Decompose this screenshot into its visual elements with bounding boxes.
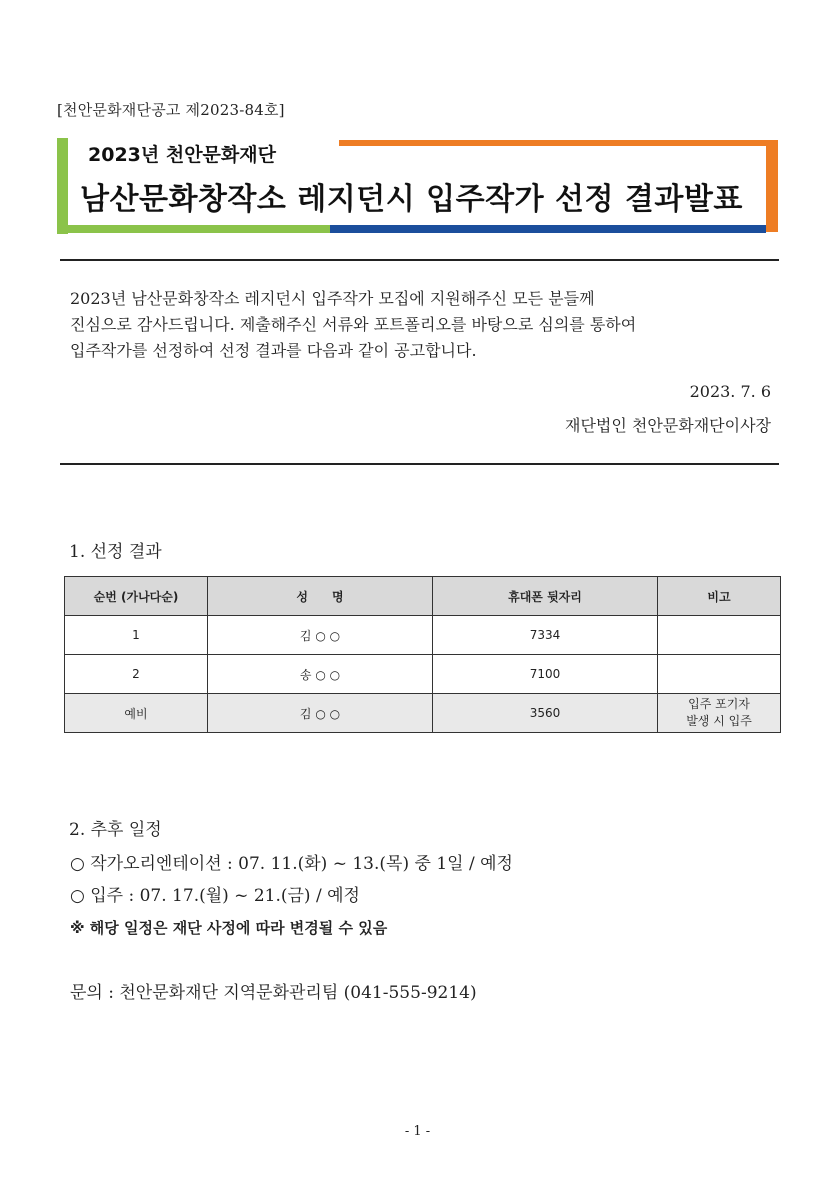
intro-line: 입주작가를 선정하여 선정 결과를 다음과 같이 공고합니다.	[70, 341, 477, 360]
table-row	[65, 655, 781, 694]
selection-result-table	[64, 576, 781, 733]
table-header-row	[65, 577, 781, 616]
section-2-heading: 2. 추후 일정	[69, 820, 162, 840]
cell-name: 송 ○ ○	[208, 655, 433, 694]
table-row	[65, 616, 781, 655]
divider-bottom	[60, 463, 779, 465]
intro-line: 진심으로 감사드립니다. 제출해주신 서류와 포트폴리오를 바탕으로 심의를 통하여	[70, 315, 637, 334]
cell-name: 김 ○ ○	[208, 694, 433, 733]
schedule-item-move-in: ○ 입주 : 07. 17.(월) ~ 21.(금) / 예정	[70, 886, 360, 906]
cell-name: 김 ○ ○	[208, 616, 433, 655]
banner-green-left-bar	[57, 138, 68, 234]
intro-paragraph	[70, 286, 770, 364]
schedule-caution: ※ 해당 일정은 재단 사정에 따라 변경될 수 있음	[70, 919, 388, 937]
notice-date: 2023. 7. 6	[689, 382, 771, 401]
cell-phone: 3560	[433, 694, 658, 733]
column-header-name: 성 명	[208, 577, 433, 616]
inquiry-contact: 문의 : 천안문화재단 지역문화관리팀 (041-555-9214)	[70, 983, 477, 1003]
cell-phone: 7100	[433, 655, 658, 694]
banner-blue-bottom-bar	[330, 225, 766, 233]
cell-note	[658, 655, 781, 694]
banner-orange-top-bar	[339, 140, 778, 146]
notice-number: [천안문화재단공고 제2023-84호]	[57, 101, 285, 119]
cell-no: 2	[65, 655, 208, 694]
cell-note	[658, 616, 781, 655]
schedule-item-orientation: ○ 작가오리엔테이션 : 07. 11.(화) ~ 13.(목) 중 1일 / 예정	[70, 854, 513, 874]
cell-no: 1	[65, 616, 208, 655]
banner-orange-right-bar	[766, 140, 778, 232]
banner-title: 남산문화창작소 레지던시 입주작가 선정 결과발표	[80, 182, 743, 217]
note-line: 입주 포기자	[688, 697, 750, 711]
banner-green-bottom-bar	[57, 225, 330, 233]
page-number: - 1 -	[404, 1124, 431, 1139]
intro-line: 2023년 남산문화창작소 레지던시 입주작가 모집에 지원해주신 모든 분들께	[70, 289, 595, 308]
column-header-phone: 휴대폰 뒷자리	[433, 577, 658, 616]
cell-phone: 7334	[433, 616, 658, 655]
column-header-note: 비고	[658, 577, 781, 616]
signer: 재단법인 천안문화재단이사장	[564, 416, 771, 435]
cell-no: 예비	[65, 694, 208, 733]
divider-top	[60, 259, 779, 261]
section-1-heading: 1. 선정 결과	[69, 542, 162, 562]
cell-note	[658, 694, 781, 733]
column-header-no: 순번 (가나다순)	[65, 577, 208, 616]
note-line: 발생 시 입주	[686, 714, 752, 728]
table-row	[65, 694, 781, 733]
banner-subtitle: 2023년 천안문화재단	[88, 144, 276, 166]
